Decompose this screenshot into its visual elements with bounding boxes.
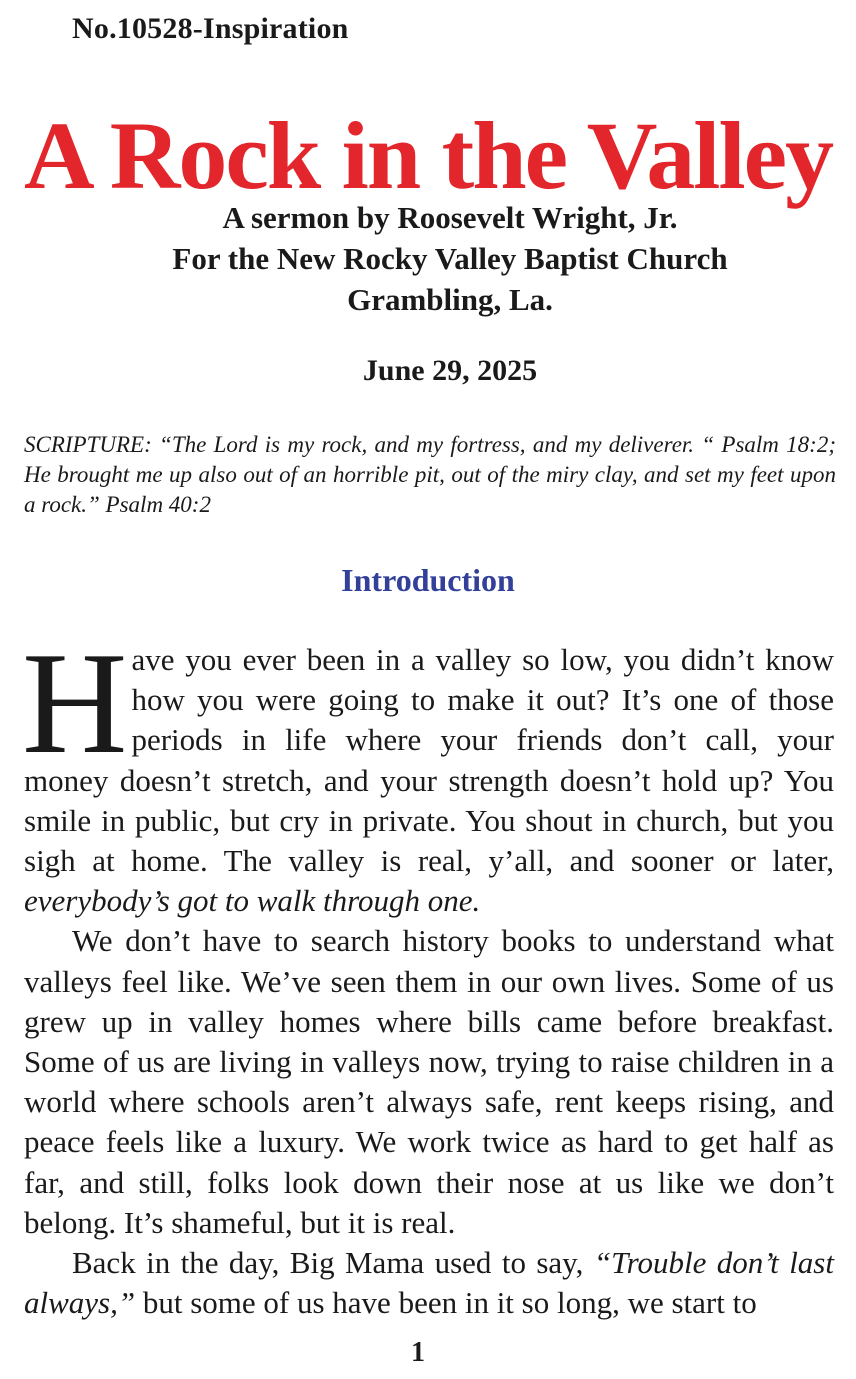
issue-number: No.10528-Inspiration — [72, 12, 349, 45]
paragraph-3 — [24, 1243, 834, 1323]
paragraph-3-quote: “Trouble don’t last always,” — [24, 1245, 834, 1321]
body-text — [22, 622, 834, 1323]
paragraph-3-text-after: but some of us have been in it so long, we start to — [135, 1285, 757, 1321]
section-heading-introduction: Introduction — [341, 562, 515, 598]
byline — [0, 197, 856, 320]
paragraph-3-text-before: Back in the day, Big Mama used to say, — [72, 1245, 594, 1281]
byline-church: For the New Rocky Valley Baptist Church — [172, 241, 728, 276]
scripture-passage: SCRIPTURE: “The Lord is my rock, and my fortress, and my deliverer. “ Psalm 18:2; He brought me up also out of an horrible pit, out of the miry clay, and set my feet upon a rock.” Psalm 40:2 — [24, 432, 836, 517]
paragraph-1-italic: everybody’s got to walk through one. — [24, 883, 481, 919]
byline-location: Grambling, La. — [347, 282, 553, 317]
paragraph-1 — [22, 622, 834, 921]
sermon-date: June 29, 2025 — [362, 354, 538, 387]
drop-cap: H — [22, 622, 128, 784]
byline-author: A sermon by Roosevelt Wright, Jr. — [222, 200, 678, 235]
paragraph-1-text: ave you ever been in a valley so low, you didn’t know how you were going to make it out? It’s one of those periods in life where your friends don’t call, your money doesn’t stretch, and your strength doesn’t hold up? You smile in public, but cry in private. You shout in church, but you sigh at home. The valley is real, y’all, and sooner or later, — [24, 642, 834, 879]
page-number: 1 — [411, 1337, 425, 1368]
sermon-title: A Rock in the Valley — [24, 102, 832, 209]
paragraph-2: We don’t have to search history books to understand what valleys feel like. We’ve seen them in our own lives. Some of us grew up in valley homes where bills came before breakfast. Some of us are living in valleys now, trying to raise children in a world where schools aren’t always safe, rent keeps rising, and peace feels like a luxury. We work twice as hard to get half as far, and still, folks look down their nose at us like we don’t belong. It’s shameful, but it is real. — [24, 923, 834, 1240]
